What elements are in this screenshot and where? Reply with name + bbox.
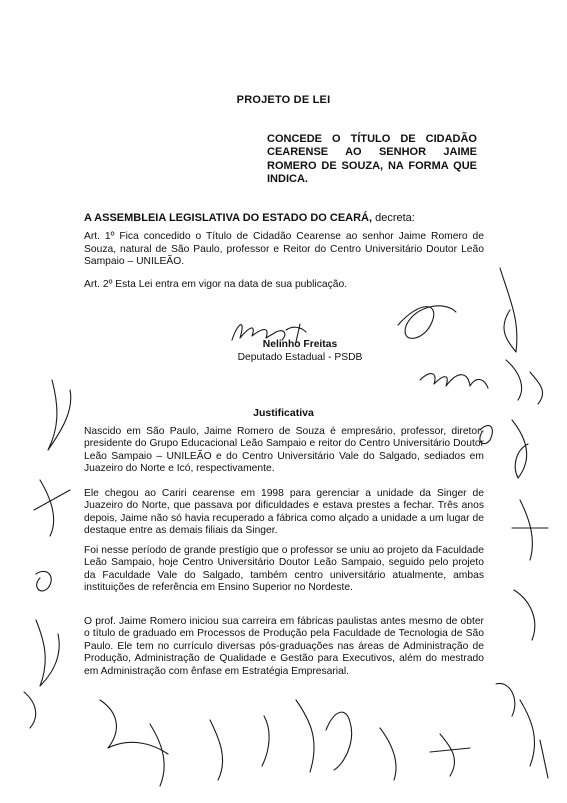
signature-scribble (514, 590, 535, 640)
justification-paragraph: Foi nesse período de grande prestígio que o professor se uniu ao projeto da Faculdade Leão Sampaio, hoje Centro Universitário Doutor Leão Sampaio, seguido pelo projeto da Faculdade Vale do Salgado, também centro universitário atualmente, ambas instituições de referência em Ensino Superior no Nordeste. (84, 545, 484, 594)
signature-scribble (420, 374, 488, 388)
signature-scribble (34, 480, 70, 536)
signature-scribble (150, 724, 164, 786)
bill-summary: CONCEDE O TÍTULO DE CIDADÃO CEARENSE AO SENHOR JAIME ROMERO DE SOUZA, NA FORMA QUE INDICA. (267, 133, 477, 186)
enacting-clause (84, 212, 415, 224)
article-2: Art. 2º Esta Lei entra em vigor na data de sua publicação. (84, 279, 348, 290)
signature-scribble (506, 360, 543, 404)
signature-scribble (512, 420, 528, 478)
signature-scribble (24, 692, 36, 728)
signature-scribble (520, 700, 548, 778)
justification-paragraph: Ele chegou ao Cariri cearense em 1998 para gerenciar a unidade da Singer de Juazeiro do Norte, que passava por dificuldades e estava prestes a fechar. Três anos depois, Jaime não só havia recuperado a fábrica como alçado a unidade a um lugar de destaque entre as demais filiais da Singer. (84, 488, 484, 537)
signature-scribble (296, 700, 314, 772)
signature-scribble (500, 268, 517, 352)
justification-heading: Justificativa (253, 407, 314, 419)
signature-scribble (100, 700, 168, 754)
article-1: Art. 1º Fica concedido o Título de Cidadão Cearense ao senhor Jaime Romero de Souza, natural de São Paulo, professor e Reitor do Centro Universitário Doutor Leão Sampaio – UNILEÃO. (84, 231, 484, 268)
signature-scribble (210, 720, 223, 780)
signature-scribble (430, 734, 470, 776)
author-name: Nelinho Freitas (262, 339, 338, 350)
justification-paragraph: Nascido em São Paulo, Jaime Romero de Souza é empresário, professor, diretor-presidente do Grupo Educacional Leão Sampaio e reitor do Centro Universitário Doutor Leão Sampaio – UNILEÃO e do Centro Universitário Vale do Salgado, sediados em Juazeiro do Norte e Icó, respectivamente. (84, 426, 484, 475)
author-role: Deputado Estadual - PSDB (237, 352, 363, 363)
document-title: PROJETO DE LEI (236, 94, 331, 106)
signature-scribble (326, 712, 352, 770)
justification-paragraph: O prof. Jaime Romero iniciou sua carreira em fábricas paulistas antes mesmo de obter o título de graduado em Processos de Produção pela Faculdade de Tecnologia de São Paulo. Ele tem no currículo diversas pós-graduações nas áreas de Administração de Produção, Administração de Qualidade e Gestão para Executivos, além do mestrado em Administração com ênfase em Estratégia Empresarial. (84, 616, 484, 677)
enacting-clause-verb: decreta: (372, 212, 415, 224)
signature-scribble (398, 306, 456, 338)
signature-scribble (36, 571, 51, 591)
signature-scribble (36, 620, 59, 686)
signature-scribble (496, 683, 515, 716)
signature-scribble (380, 728, 396, 780)
enacting-clause-assembly: A ASSEMBLEIA LEGISLATIVA DO ESTADO DO CEARÁ, (84, 212, 373, 224)
signature-scribble (262, 716, 269, 766)
signature-scribble (512, 500, 548, 560)
